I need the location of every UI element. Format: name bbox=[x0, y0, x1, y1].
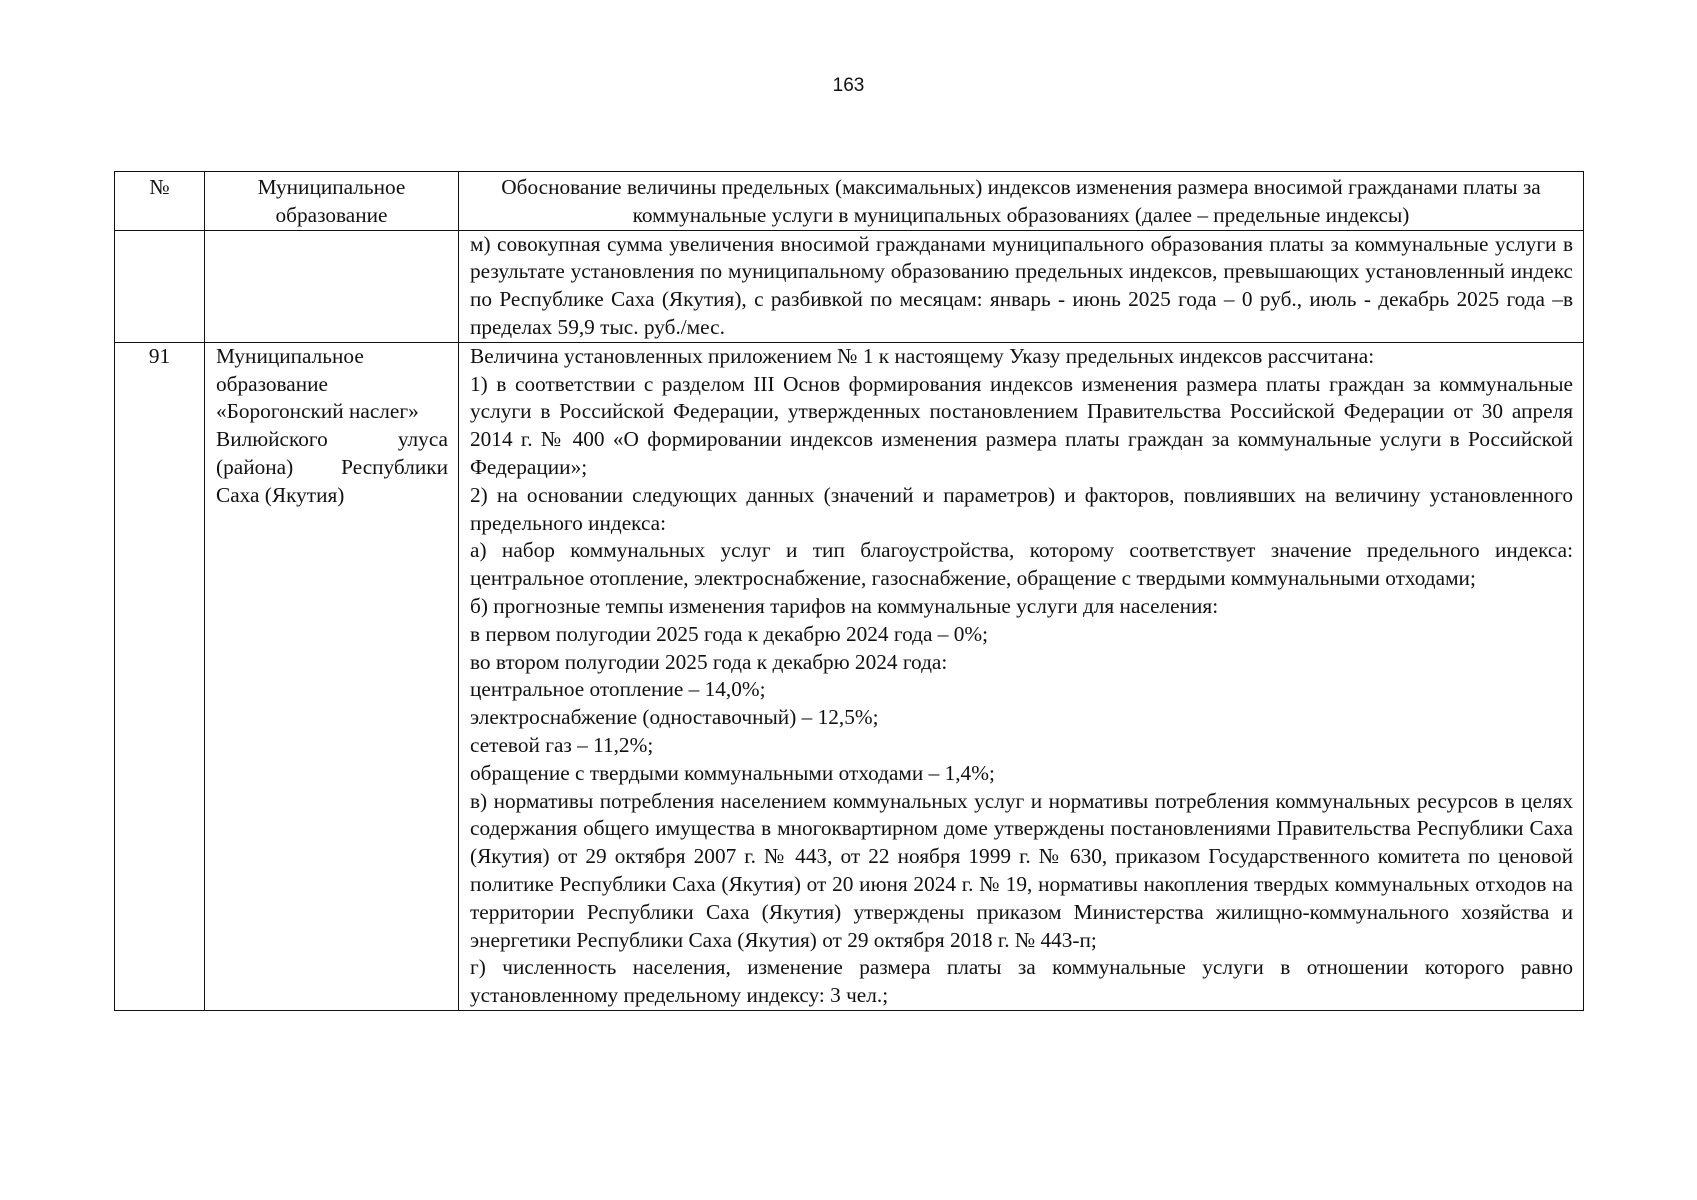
tariff-heating: центральное отопление – 14,0%; bbox=[470, 677, 766, 702]
municipality-line: Вилюйского улуса bbox=[216, 427, 448, 452]
paragraph-g: г) численность населения, изменение размера платы за коммунальные услуги в отношении которого равно установленному предельному индексу: 3 чел.; bbox=[470, 955, 1573, 1008]
header-justification bbox=[459, 172, 1584, 231]
table-row bbox=[115, 342, 1584, 1010]
municipality-line: образование bbox=[216, 371, 328, 396]
tariff-electricity: электроснабжение (одноставочный) – 12,5%; bbox=[470, 705, 879, 730]
table-header-row bbox=[115, 172, 1584, 231]
tariff-second-half: во втором полугодии 2025 года к декабрю 2024 года: bbox=[470, 649, 948, 674]
cell-number bbox=[115, 342, 205, 1010]
tariff-waste: обращение с твердыми коммунальными отходами – 1,4%; bbox=[470, 760, 995, 785]
header-justification-label: Обоснование величины предельных (максимальных) индексов изменения размера вносимой гражданами платы за коммунальные услуги в муниципальных образованиях (далее – предельные индексы) bbox=[501, 175, 1541, 227]
municipality-line: «Борогонский наслег» bbox=[216, 399, 419, 424]
cell-municipality bbox=[205, 230, 459, 342]
table-row bbox=[115, 230, 1584, 342]
paragraph-intro: Величина установленных приложением № 1 к настоящему Указу предельных индексов рассчитана: bbox=[470, 343, 1375, 368]
municipality-line: (района) Республики bbox=[216, 454, 448, 479]
indices-table bbox=[114, 171, 1584, 1011]
header-number bbox=[115, 172, 205, 231]
paragraph-v: в) нормативы потребления населением коммунальных услуг и нормативы потребления коммунальных ресурсов в целях содержания общего имущества в многоквартирном доме утверждены постановлениями Правительства Республики Саха (Якутия) от 29 октября 2007 г. № 443, от 22 ноября 1999 г. № 630, приказом Государственного комитета по ценовой политике Республики Саха (Якутия) от 20 июня 2024 г. № 19, нормативы накопления твердых коммунальных отходов на территории Республики Саха (Якутия) утверждены приказом Министерства жилищно-коммунального хозяйства и энергетики Республики Саха (Якутия) от 29 октября 2018 г. № 443-п; bbox=[470, 788, 1573, 952]
municipality-name bbox=[205, 343, 458, 510]
header-municipality bbox=[205, 172, 459, 231]
cell-number bbox=[115, 230, 205, 342]
cell-municipality bbox=[205, 342, 459, 1010]
paragraph-1: 1) в соответствии с разделом III Основ формирования индексов изменения размера платы граждан за коммунальные услуги в Российской Федерации, утвержденных постановлением Правительства Российской Федерации от 30 апреля 2014 г. № 400 «О формировании индексов изменения размера платы граждан за коммунальные услуги в Российской Федерации»; bbox=[470, 371, 1573, 479]
tariff-first-half: в первом полугодии 2025 года к декабрю 2024 года – 0%; bbox=[470, 621, 989, 646]
municipality-line: Муниципальное bbox=[216, 343, 364, 368]
header-number-label: № bbox=[149, 175, 170, 199]
paragraph-b: б) прогнозные темпы изменения тарифов на коммунальные услуги для населения: bbox=[470, 593, 1219, 618]
row-number: 91 bbox=[148, 343, 171, 368]
cell-justification bbox=[459, 230, 1584, 342]
page-number: 163 bbox=[832, 75, 865, 96]
paragraph-2: 2) на основании следующих данных (значений и параметров) и факторов, повлиявших на величину установленного предельного индекса: bbox=[470, 482, 1573, 535]
municipality-line: Саха (Якутия) bbox=[216, 482, 345, 507]
tariff-gas: сетевой газ – 11,2%; bbox=[470, 732, 654, 757]
header-municipality-label: Муниципальное образование bbox=[257, 175, 406, 227]
cell-justification bbox=[459, 342, 1584, 1010]
paragraph-m: м) совокупная сумма увеличения вносимой гражданами муниципального образования платы за коммунальные услуги в результате установления по муниципальному образованию предельных индексов, превышающих установленный индекс по Республике Саха (Якутия), с разбивкой по месяцам: январь - июнь 2025 года – 0 руб., июль - декабрь 2025 года –в пределах 59,9 тыс. руб./мес. bbox=[470, 231, 1573, 339]
paragraph-a: а) набор коммунальных услуг и тип благоустройства, которому соответствует значение предельного индекса: центральное отопление, электроснабжение, газоснабжение, обращение с твердыми коммунальными отходами; bbox=[470, 538, 1573, 591]
